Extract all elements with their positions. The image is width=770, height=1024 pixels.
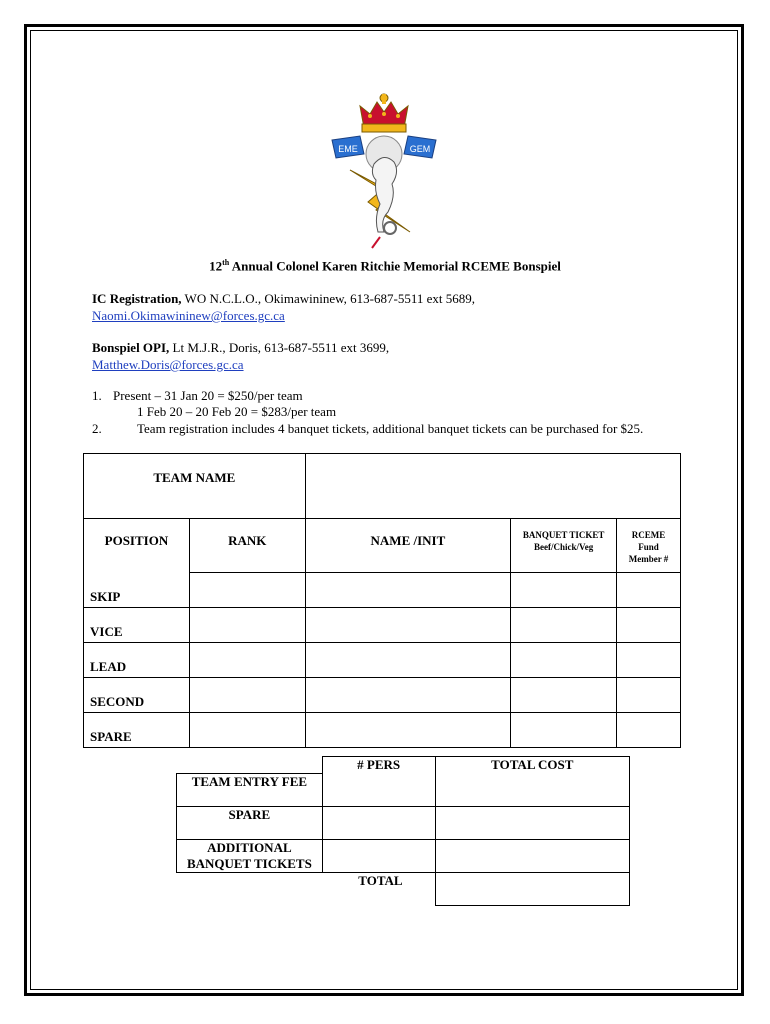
page-title: 12th Annual Colonel Karen Ritchie Memorial RCEME Bonspiel — [209, 258, 561, 274]
pricing-item-1-line-2: 1 Feb 20 – 20 Feb 20 = $283/per team — [137, 404, 337, 419]
svg-text:EME: EME — [338, 144, 358, 154]
banquet-ticket-header: BANQUET TICKET Beef/Chick/Veg — [511, 519, 617, 573]
fund-cell[interactable] — [617, 677, 681, 712]
additional-banquet-label: ADDITIONAL BANQUET TICKETS — [177, 839, 323, 872]
rceme-fund-header: RCEME Fund Member # — [617, 519, 681, 573]
rank-cell[interactable] — [189, 677, 305, 712]
team-entry-fee-label: TEAM ENTRY FEE — [177, 773, 323, 806]
name-cell[interactable] — [305, 642, 511, 677]
bonspiel-opi-email-link[interactable]: Matthew.Doris@forces.gc.ca — [92, 357, 244, 372]
pricing-item-1-line-1: Present – 31 Jan 20 = $250/per team — [113, 388, 303, 403]
ic-registration-details: WO N.C.L.O., Okimawininew, 613-687-5511 ext 5689, — [181, 291, 475, 306]
fund-cell[interactable] — [617, 712, 681, 747]
spare-cost[interactable] — [435, 806, 629, 839]
rank-cell[interactable] — [189, 607, 305, 642]
bonspiel-opi-block — [92, 339, 389, 373]
ic-registration-email-link[interactable]: Naomi.Okimawininew@forces.gc.ca — [92, 308, 285, 323]
pers-header: # PERS — [322, 757, 435, 774]
position-skip: SKIP — [84, 573, 190, 608]
bonspiel-opi-label: Bonspiel OPI, — [92, 340, 170, 355]
position-spare: SPARE — [84, 712, 190, 747]
position-lead: LEAD — [84, 642, 190, 677]
position-second: SECOND — [84, 677, 190, 712]
name-cell[interactable] — [305, 607, 511, 642]
banquet-cell[interactable] — [511, 642, 617, 677]
position-header: POSITION — [84, 519, 190, 573]
ic-registration-block — [92, 290, 475, 324]
fund-cell[interactable] — [617, 607, 681, 642]
additional-banquet-cost[interactable] — [435, 839, 629, 872]
fund-cell[interactable] — [617, 642, 681, 677]
bonspiel-opi-details: Lt M.J.R., Doris, 613-687-5511 ext 3699, — [169, 340, 390, 355]
banquet-cell[interactable] — [511, 712, 617, 747]
team-table — [83, 453, 681, 748]
total-cost-header: TOTAL COST — [435, 757, 629, 774]
spare-pers[interactable] — [322, 806, 435, 839]
team-entry-fee-pers[interactable] — [322, 773, 435, 806]
spare-label: SPARE — [177, 806, 323, 839]
team-name-input[interactable] — [305, 454, 680, 519]
rank-cell[interactable] — [189, 642, 305, 677]
fund-cell[interactable] — [617, 573, 681, 608]
name-header: NAME /INIT — [305, 519, 511, 573]
crown-icon — [360, 94, 408, 132]
pricing-item-1-number: 1. — [92, 388, 102, 403]
banquet-cell[interactable] — [511, 573, 617, 608]
rank-cell[interactable] — [189, 573, 305, 608]
pricing-item-2-text: Team registration includes 4 banquet tickets, additional banquet tickets can be purchased for $25. — [137, 421, 644, 436]
name-cell[interactable] — [305, 677, 511, 712]
ic-registration-label: IC Registration, — [92, 291, 182, 306]
cost-table — [176, 756, 630, 906]
banquet-cell[interactable] — [511, 607, 617, 642]
pricing-item-2-number: 2. — [92, 421, 102, 436]
svg-text:GEM: GEM — [409, 144, 431, 154]
total-spacer — [177, 872, 323, 905]
name-cell[interactable] — [305, 712, 511, 747]
team-name-label: TEAM NAME — [84, 454, 306, 519]
rank-header: RANK — [189, 519, 305, 573]
position-vice: VICE — [84, 607, 190, 642]
additional-banquet-pers[interactable] — [322, 839, 435, 872]
cost-corner — [177, 757, 323, 774]
team-entry-fee-cost[interactable] — [435, 773, 629, 806]
rceme-crest-icon — [330, 92, 438, 250]
rank-cell[interactable] — [189, 712, 305, 747]
total-cost-cell[interactable] — [435, 872, 629, 905]
total-label: TOTAL — [358, 872, 403, 888]
name-cell[interactable] — [305, 573, 511, 608]
banquet-cell[interactable] — [511, 677, 617, 712]
